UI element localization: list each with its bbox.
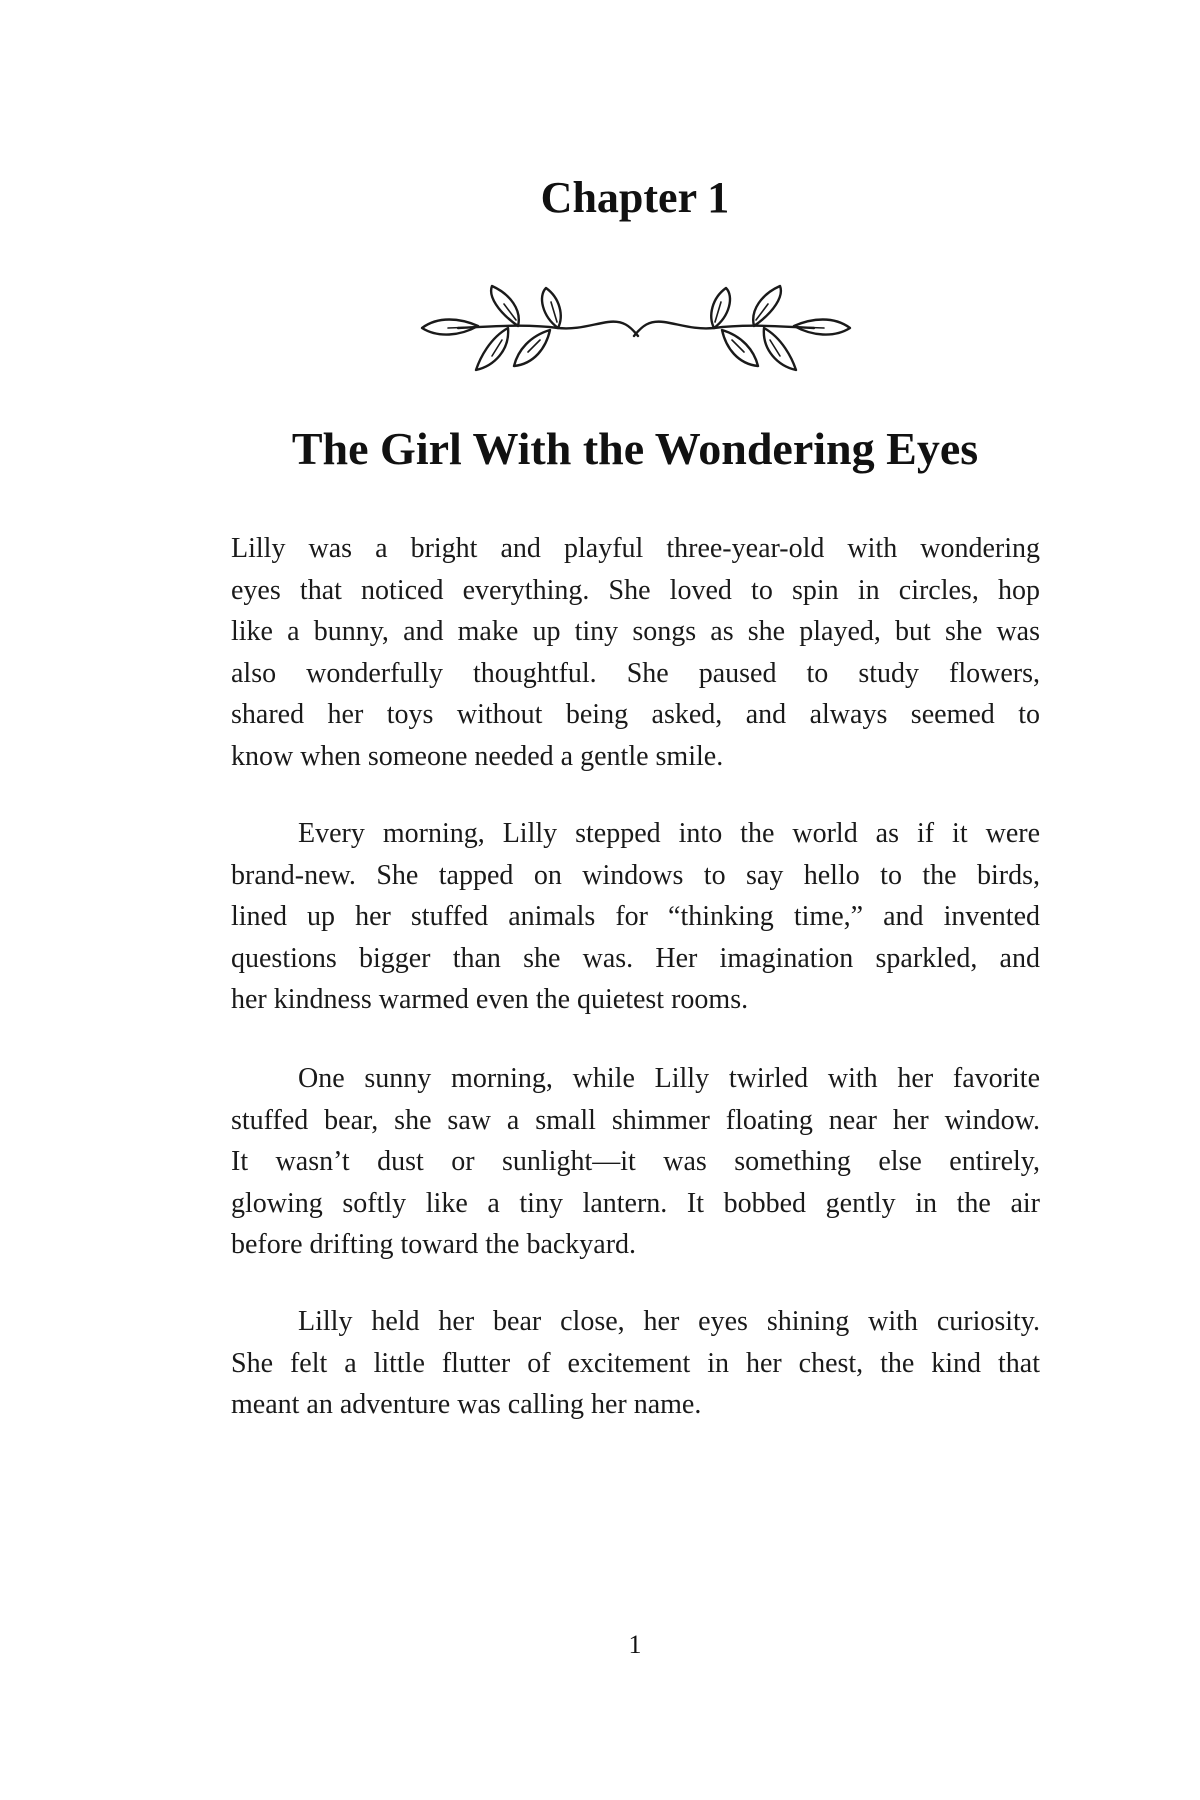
text-line: know when someone needed a gentle smile.	[231, 740, 724, 772]
text-line: eyes that noticed everything. She loved to spin in circles, hop	[231, 574, 1040, 606]
left-branch	[422, 286, 638, 370]
text-line: stuffed bear, she saw a small shimmer floating near her window.	[231, 1104, 1040, 1136]
text-line: Lilly held her bear close, her eyes shining with curiosity.	[298, 1306, 1040, 1337]
paragraph-2	[231, 813, 1040, 1021]
chapter-title: The Girl With the Wondering Eyes	[291, 423, 979, 474]
text-line: also wonderfully thoughtful. She paused to study flowers,	[231, 657, 1040, 689]
leafy-vine-divider-icon	[418, 282, 854, 378]
text-line: Every morning, Lilly stepped into the world as if it were	[298, 818, 1040, 849]
text-line: glowing softly like a tiny lantern. It bobbed gently in the air	[231, 1187, 1040, 1219]
paragraph-1	[231, 528, 1040, 777]
text-line: shared her toys without being asked, and always seemed to	[231, 699, 1040, 730]
text-line: Lilly was a bright and playful three-year-old with wondering	[231, 533, 1040, 564]
text-line: her kindness warmed even the quietest rooms.	[231, 984, 749, 1015]
text-line: brand-new. She tapped on windows to say hello to the birds,	[231, 859, 1040, 891]
paragraph-4	[231, 1301, 1040, 1426]
page-number: 1	[628, 1630, 642, 1659]
text-line: She felt a little flutter of excitement in her chest, the kind that	[231, 1347, 1040, 1379]
text-line: It wasn’t dust or sunlight—it was something else entirely,	[231, 1146, 1040, 1177]
text-line: questions bigger than she was. Her imagination sparkled, and	[231, 942, 1040, 974]
text-line: meant an adventure was calling her name.	[231, 1389, 702, 1420]
text-line: like a bunny, and make up tiny songs as she played, but she was	[231, 616, 1040, 647]
chapter-label: Chapter 1	[540, 173, 730, 222]
text-line: before drifting toward the backyard.	[231, 1229, 637, 1260]
right-branch	[634, 286, 850, 370]
paragraph-3	[231, 1058, 1040, 1266]
text-line: One sunny morning, while Lilly twirled with her favorite	[298, 1063, 1040, 1094]
text-line: lined up her stuffed animals for “thinking time,” and invented	[231, 901, 1040, 932]
